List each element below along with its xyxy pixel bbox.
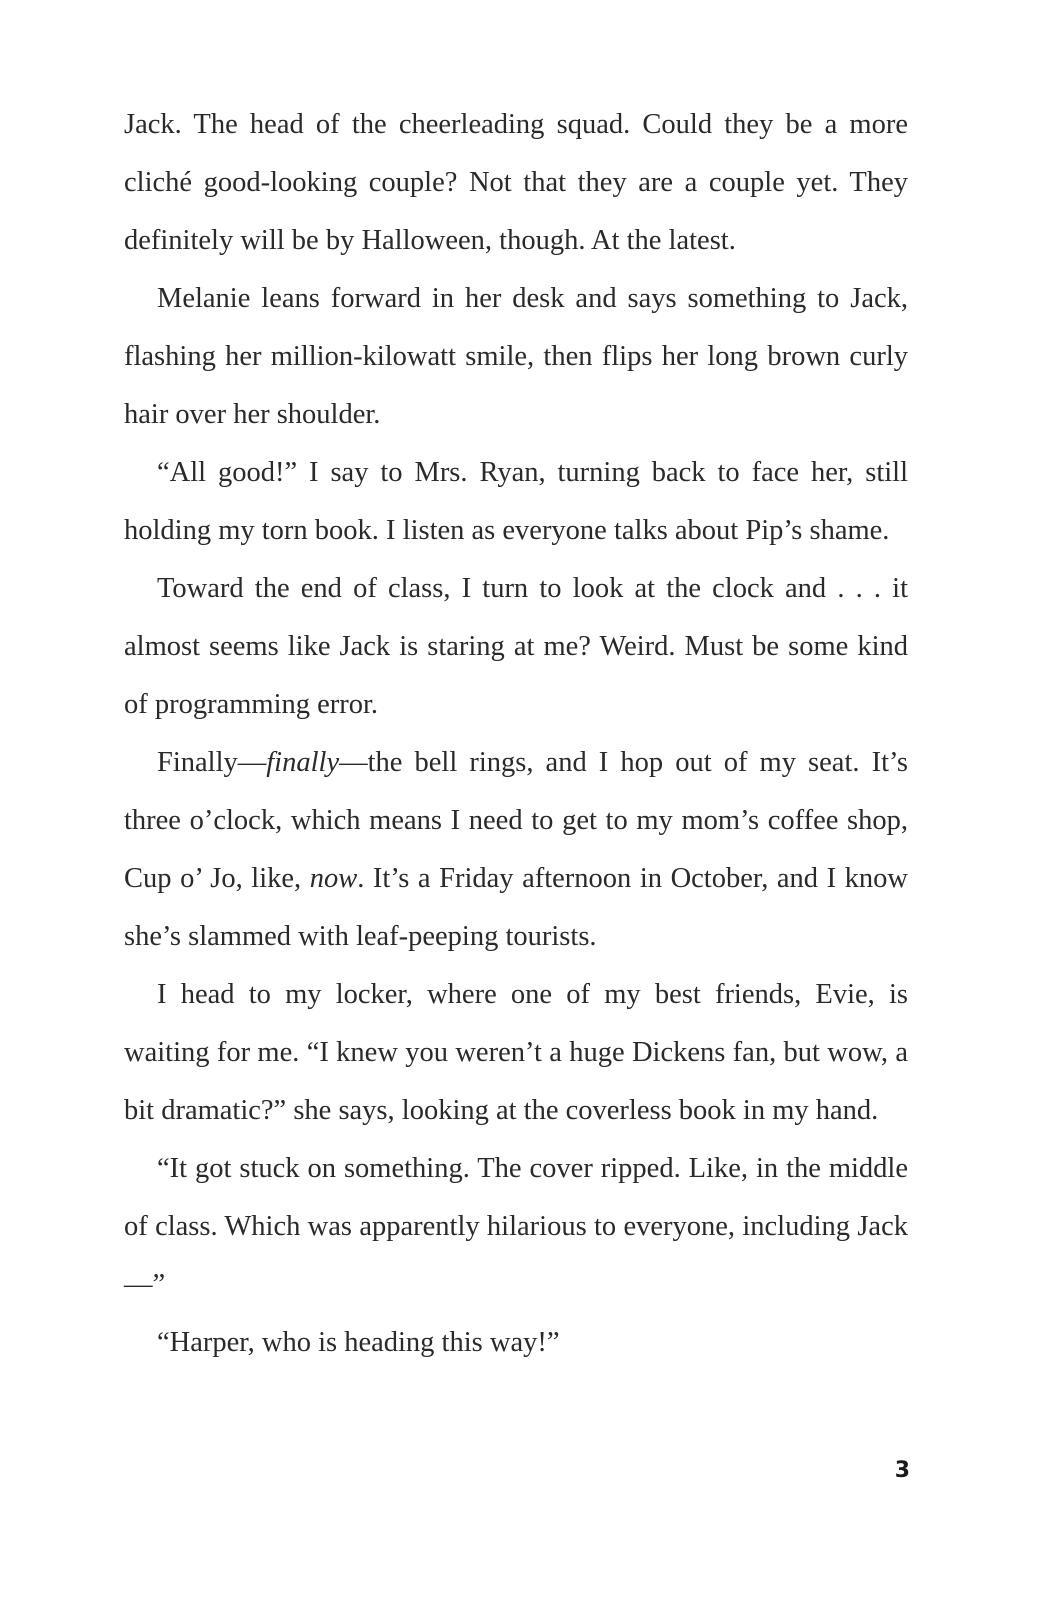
paragraph-5-part-2: —the bell rings, and I hop out of my seat. It’s three o’clock, which means I need to get to my mom’s coffee shop, Cup o’ Jo, like, bbox=[124, 747, 908, 894]
paragraph-5-italic-2: now bbox=[309, 863, 358, 894]
paragraph-4: Toward the end of class, I turn to look at the clock and . . . it almost seems like Jack is staring at me? Weird. Must be some kind of programming error. bbox=[124, 573, 908, 720]
paragraph-1: Jack. The head of the cheerleading squad. Could they be a more cliché good-looking couple? Not that they are a couple yet. They definitely will be by Halloween, though. At the latest. bbox=[124, 109, 908, 256]
paragraph-2: Melanie leans forward in her desk and says something to Jack, flashing her million-kilowatt smile, then flips her long brown curly hair over her shoulder. bbox=[124, 283, 908, 430]
paragraph-6: I head to my locker, where one of my best friends, Evie, is waiting for me. “I knew you weren’t a huge Dickens fan, but wow, a bit dramatic?” she says, looking at the coverless book in my hand. bbox=[124, 979, 908, 1126]
body-text bbox=[124, 96, 908, 1372]
paragraph-5-part-3: . It’s a Friday afternoon in October, and I know she’s slammed with leaf-peeping tourists. bbox=[124, 863, 909, 952]
paragraph-5-part-1: Finally— bbox=[157, 747, 267, 778]
paragraph-7: “It got stuck on something. The cover ripped. Like, in the middle of class. Which was apparently hilarious to everyone, including Jack—” bbox=[124, 1153, 908, 1300]
page-number: 3 bbox=[894, 1458, 910, 1483]
paragraph-5 bbox=[124, 734, 908, 966]
paragraph-5-italic-1: finally bbox=[266, 747, 340, 778]
paragraph-3: “All good!” I say to Mrs. Ryan, turning back to face her, still holding my torn book. I listen as everyone talks about Pip’s shame. bbox=[124, 457, 908, 546]
paragraph-8: “Harper, who is heading this way!” bbox=[157, 1327, 560, 1358]
